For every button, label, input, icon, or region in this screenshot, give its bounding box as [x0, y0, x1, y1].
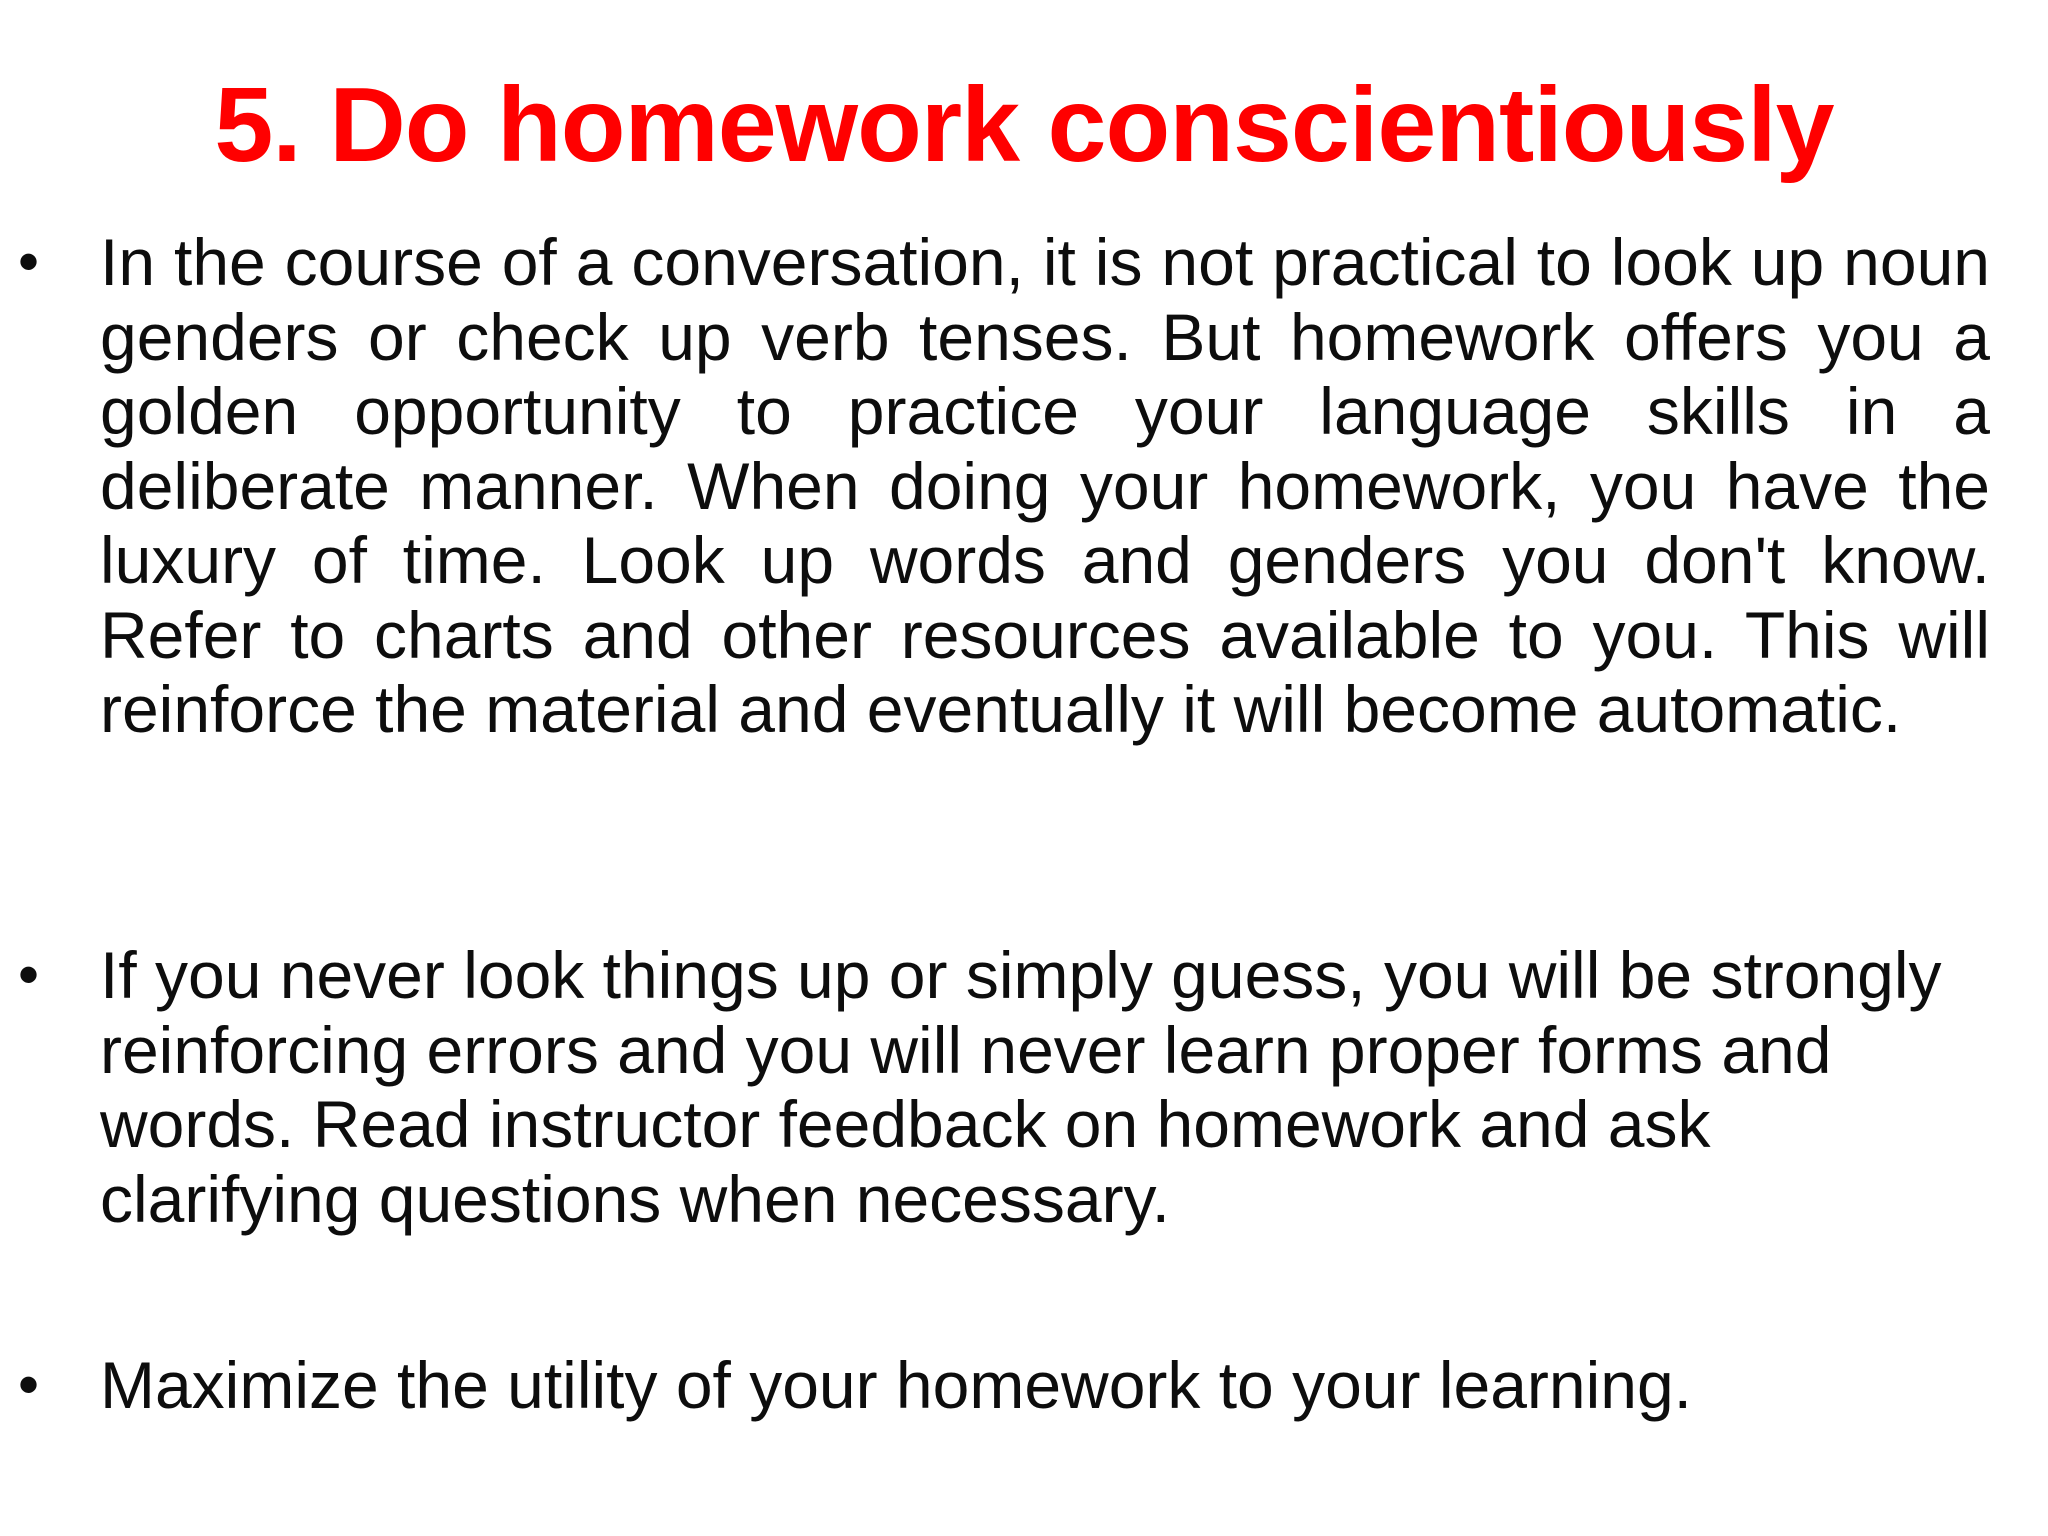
bullet-item — [18, 1348, 1990, 1423]
bullet-item — [18, 225, 1990, 747]
bullet-text: If you never look things up or simply guess, you will be strongly reinforcing errors and you will never learn proper forms and words. Read instructor feedback on homework and ask clarifying questions when necessary. — [100, 938, 1942, 1236]
bullet-text: Maximize the utility of your homework to your learning. — [100, 1348, 1692, 1422]
bullet-text: In the course of a conversation, it is not practical to look up noun genders or check up verb tenses. But homework offers you a golden opportunity to practice your language skills in a deliberate manner. When doing your homework, you have the luxury of time. Look up words and genders you don't know. Refer to charts and other resources available to you. This will reinforce the material and eventually it will become automatic. — [100, 225, 1990, 746]
bullet-dot-icon: • — [18, 228, 40, 295]
bullet-dot-icon: • — [18, 1351, 40, 1418]
bullet-item — [18, 938, 1960, 1236]
slide-title: 5. Do homework conscientiously — [214, 66, 1834, 184]
bullet-dot-icon: • — [18, 941, 40, 1008]
